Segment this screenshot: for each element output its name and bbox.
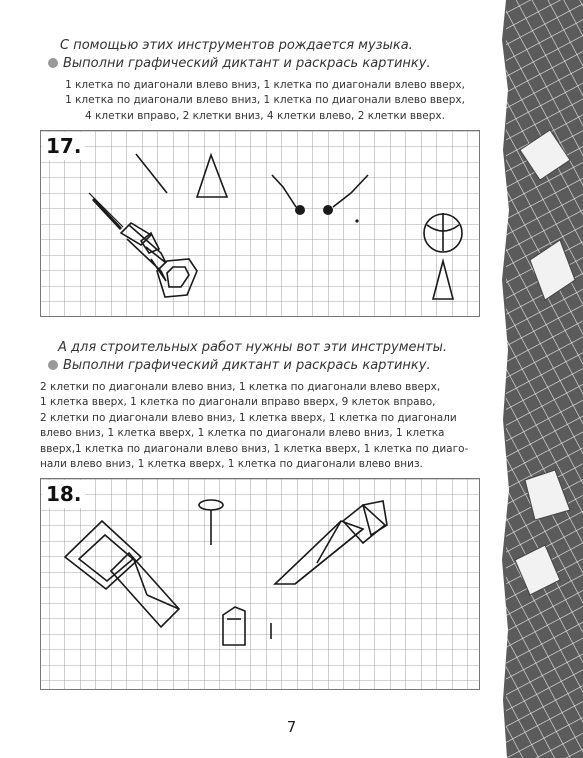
page-number: 7 xyxy=(286,718,297,736)
bullet-icon xyxy=(48,58,58,68)
section2-task-text: Выполни графический диктант и раскрась картинку. xyxy=(63,358,431,373)
decorative-sidebar xyxy=(500,0,583,758)
grid-17-drawing xyxy=(41,131,479,316)
section1-task-text: Выполни графический диктант и раскрась картинку. xyxy=(63,56,431,71)
instruction-line: нали влево вниз, 1 клетка вверх, 1 клетка по диагонали влево вниз. xyxy=(40,458,423,471)
instruction-line: влево вниз, 1 клетка вверх, 1 клетка по диагонали влево вниз, 1 клетка xyxy=(40,427,445,440)
exercise-18-grid xyxy=(40,478,480,690)
exercise-17-grid xyxy=(40,130,480,317)
bullet-icon xyxy=(48,360,58,370)
section1-task xyxy=(48,56,431,71)
instruction-line: 4 клетки вправо, 2 клетки вниз, 4 клетки влево, 2 клетки вверх. xyxy=(85,109,445,122)
exercise-18-number: 18. xyxy=(42,480,85,508)
instruction-line: 2 клетки по диагонали влево вниз, 1 клетка по диагонали влево вверх, xyxy=(40,381,441,393)
section2-instructions xyxy=(40,380,490,472)
instruction-line: 2 клетки по диагонали влево вниз, 1 клетка вверх, 1 клетка по диагонали xyxy=(40,411,457,424)
section2-title: А для строительных работ нужны вот эти инструменты. xyxy=(58,340,447,355)
instruction-line: 1 клетка вверх, 1 клетка по диагонали вправо вверх, 9 клеток вправо, xyxy=(40,396,436,409)
instruction-line: 1 клетка по диагонали влево вниз, 1 клетка по диагонали влево вверх, xyxy=(65,94,465,107)
grid-18-drawing xyxy=(41,479,479,689)
instruction-line: 1 клетка по диагонали влево вниз, 1 клетка по диагонали влево вверх, xyxy=(65,79,465,91)
exercise-17-number: 17. xyxy=(42,132,85,160)
section1-title: С помощью этих инструментов рождается музыка. xyxy=(60,38,413,53)
instruction-line: вверх,1 клетка по диагонали влево вниз, 1 клетка вверх, 1 клетка по диаго- xyxy=(40,442,469,455)
sidebar-pattern-icon xyxy=(500,0,583,758)
section1-instructions xyxy=(40,78,490,124)
section2-task xyxy=(48,358,431,373)
